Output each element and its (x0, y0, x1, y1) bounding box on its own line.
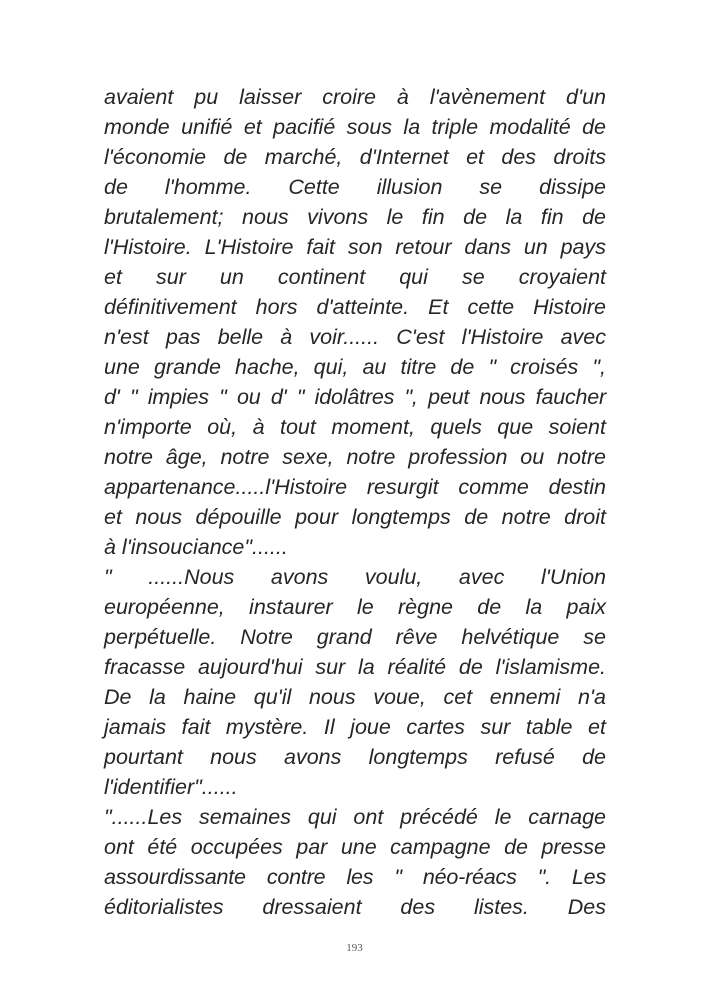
text-line: appartenance.....l'Histoire resurgit comme destin (104, 475, 606, 499)
text-line: de l'homme. Cette illusion se dissipe (104, 175, 606, 199)
text-line: à l'insouciance"...... (104, 535, 288, 559)
text-line: l'économie de marché, d'Internet et des droits (104, 145, 606, 169)
text-line: ont été occupées par une campagne de presse (104, 835, 606, 859)
text-line: et nous dépouille pour longtemps de notre droit (104, 505, 606, 529)
text-line: fracasse aujourd'hui sur la réalité de l'islamisme. (104, 655, 606, 679)
text-line: définitivement hors d'atteinte. Et cette Histoire (104, 295, 606, 319)
text-line: l'identifier"...... (104, 775, 238, 799)
text-line: " ......Nous avons voulu, avec l'Union (104, 565, 606, 589)
text-line: avaient pu laisser croire à l'avènement d'un (104, 85, 606, 109)
text-line: pourtant nous avons longtemps refusé de (104, 745, 606, 769)
text-line: d' " impies " ou d' " idolâtres ", peut nous faucher (104, 385, 606, 409)
text-line: n'est pas belle à voir...... C'est l'Histoire avec (104, 325, 606, 349)
text-line: européenne, instaurer le règne de la paix (104, 595, 606, 619)
text-line: l'Histoire. L'Histoire fait son retour dans un pays (104, 235, 606, 259)
text-line: jamais fait mystère. Il joue cartes sur table et (104, 715, 606, 739)
text-line: De la haine qu'il nous voue, cet ennemi n'a (104, 685, 606, 709)
text-line: éditorialistes dressaient des listes. Des (104, 895, 606, 919)
body-text (104, 82, 606, 922)
text-line: une grande hache, qui, au titre de " croisés ", (104, 355, 606, 379)
text-line: perpétuelle. Notre grand rêve helvétique se (104, 625, 606, 649)
text-line: assourdissante contre les " néo-réacs ". Les (104, 865, 606, 889)
text-line: n'importe où, à tout moment, quels que soient (104, 415, 606, 439)
text-line: et sur un continent qui se croyaient (104, 265, 606, 289)
text-line: monde unifié et pacifié sous la triple modalité de (104, 115, 606, 139)
text-line: "......Les semaines qui ont précédé le carnage (104, 805, 606, 829)
text-line: brutalement; nous vivons le fin de la fin de (104, 205, 606, 229)
page-number: 193 (346, 942, 363, 954)
text-line: notre âge, notre sexe, notre profession ou notre (104, 445, 606, 469)
